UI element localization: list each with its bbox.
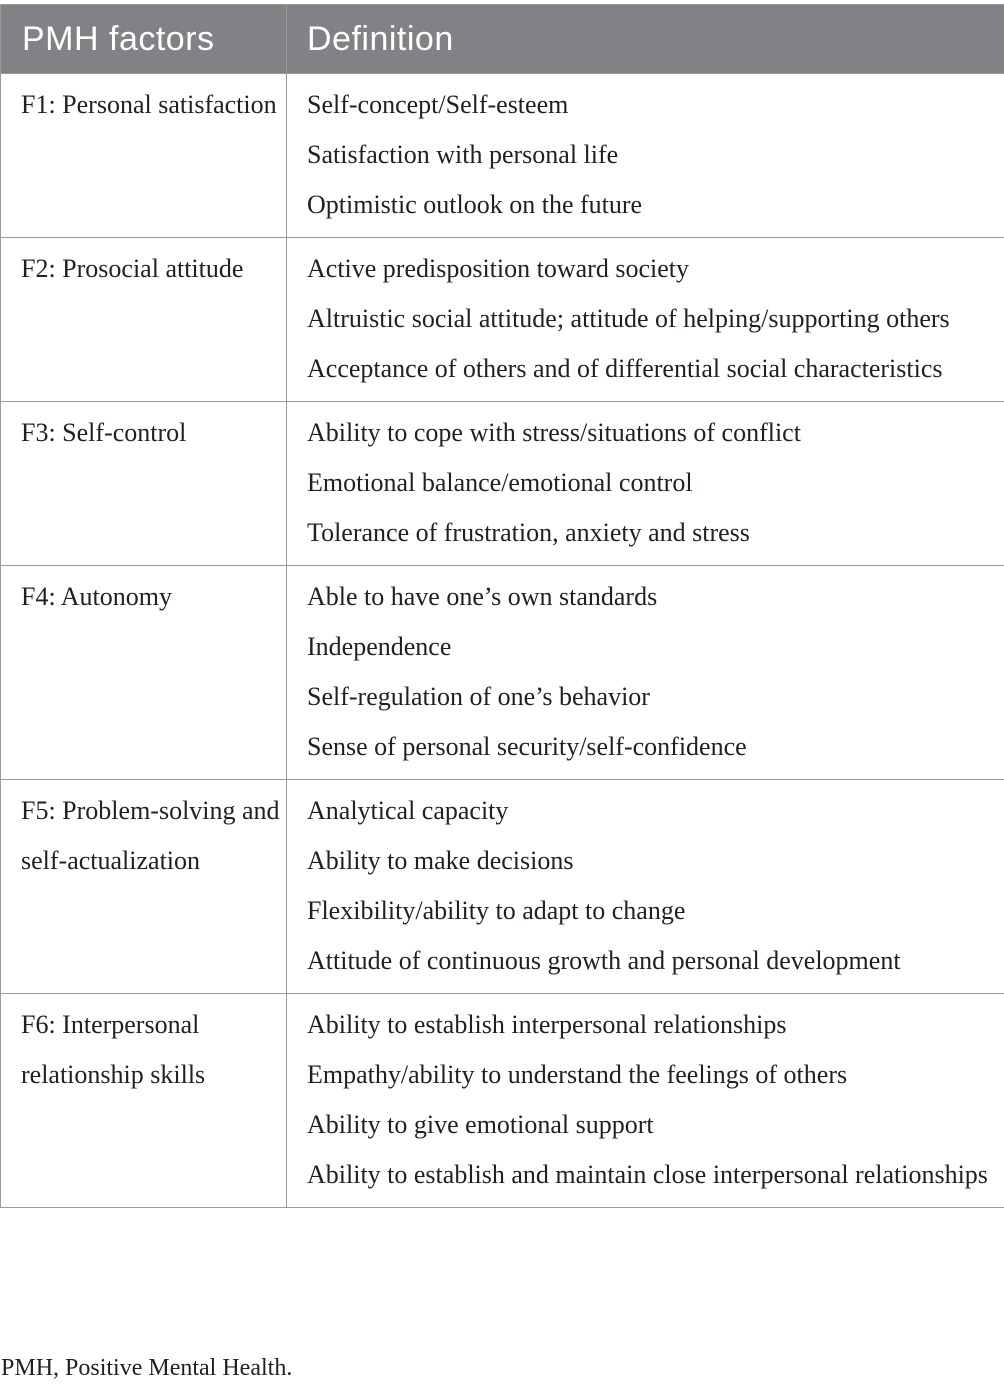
table-row: [1, 238, 1004, 402]
definition-cell: [287, 74, 1004, 238]
definition-item: Acceptance of others and of differential social characteristics: [307, 354, 943, 383]
pmh-factors-table: [0, 4, 1004, 1208]
table-row: [1, 994, 1004, 1208]
definition-cell: [287, 994, 1004, 1208]
factor-cell: F6: Interpersonal relationship skills: [1, 994, 287, 1208]
definition-item: Altruistic social attitude; attitude of helping/supporting others: [307, 304, 950, 333]
definition-item: Ability to give emotional support: [307, 1110, 654, 1139]
definition-item: Optimistic outlook on the future: [307, 190, 643, 219]
factor-cell: F5: Problem-solving and self-actualization: [1, 780, 287, 994]
definition-item: Flexibility/ability to adapt to change: [307, 896, 686, 925]
definition-item: Ability to establish interpersonal relationships: [307, 1010, 787, 1039]
table-row: [1, 74, 1004, 238]
definition-item: Ability to make decisions: [307, 846, 574, 875]
factor-cell: F3: Self-control: [1, 402, 287, 566]
table-row: [1, 402, 1004, 566]
header-pmh-factors: PMH factors: [1, 5, 287, 74]
table-footnote: PMH, Positive Mental Health.: [1, 1355, 293, 1381]
definition-item: Active predisposition toward society: [307, 254, 689, 283]
factor-cell: F4: Autonomy: [1, 566, 287, 780]
definition-cell: [287, 402, 1004, 566]
definition-item: Self-concept/Self-esteem: [307, 90, 569, 119]
definition-cell: [287, 238, 1004, 402]
definition-item: Ability to cope with stress/situations of conflict: [307, 418, 801, 447]
table-row: [1, 566, 1004, 780]
definition-item: Emotional balance/emotional control: [307, 468, 693, 497]
definition-item: Satisfaction with personal life: [307, 140, 619, 169]
definition-item: Self-regulation of one’s behavior: [307, 682, 650, 711]
definition-cell: [287, 566, 1004, 780]
definition-cell: [287, 780, 1004, 994]
definition-item: Independence: [307, 632, 452, 661]
table-row: [1, 780, 1004, 994]
definition-item: Able to have one’s own standards: [307, 582, 658, 611]
factor-cell: F1: Personal satisfaction: [1, 74, 287, 238]
definition-item: Tolerance of frustration, anxiety and stress: [307, 518, 750, 547]
factor-cell: F2: Prosocial attitude: [1, 238, 287, 402]
definition-item: Empathy/ability to understand the feelings of others: [307, 1060, 848, 1089]
definition-item: Sense of personal security/self-confidence: [307, 732, 747, 761]
definition-item: Ability to establish and maintain close interpersonal relationships: [307, 1160, 988, 1189]
table-header-row: [1, 5, 1004, 74]
definition-item: Analytical capacity: [307, 796, 509, 825]
header-definition: Definition: [287, 5, 1004, 74]
definition-item: Attitude of continuous growth and personal development: [307, 946, 901, 975]
